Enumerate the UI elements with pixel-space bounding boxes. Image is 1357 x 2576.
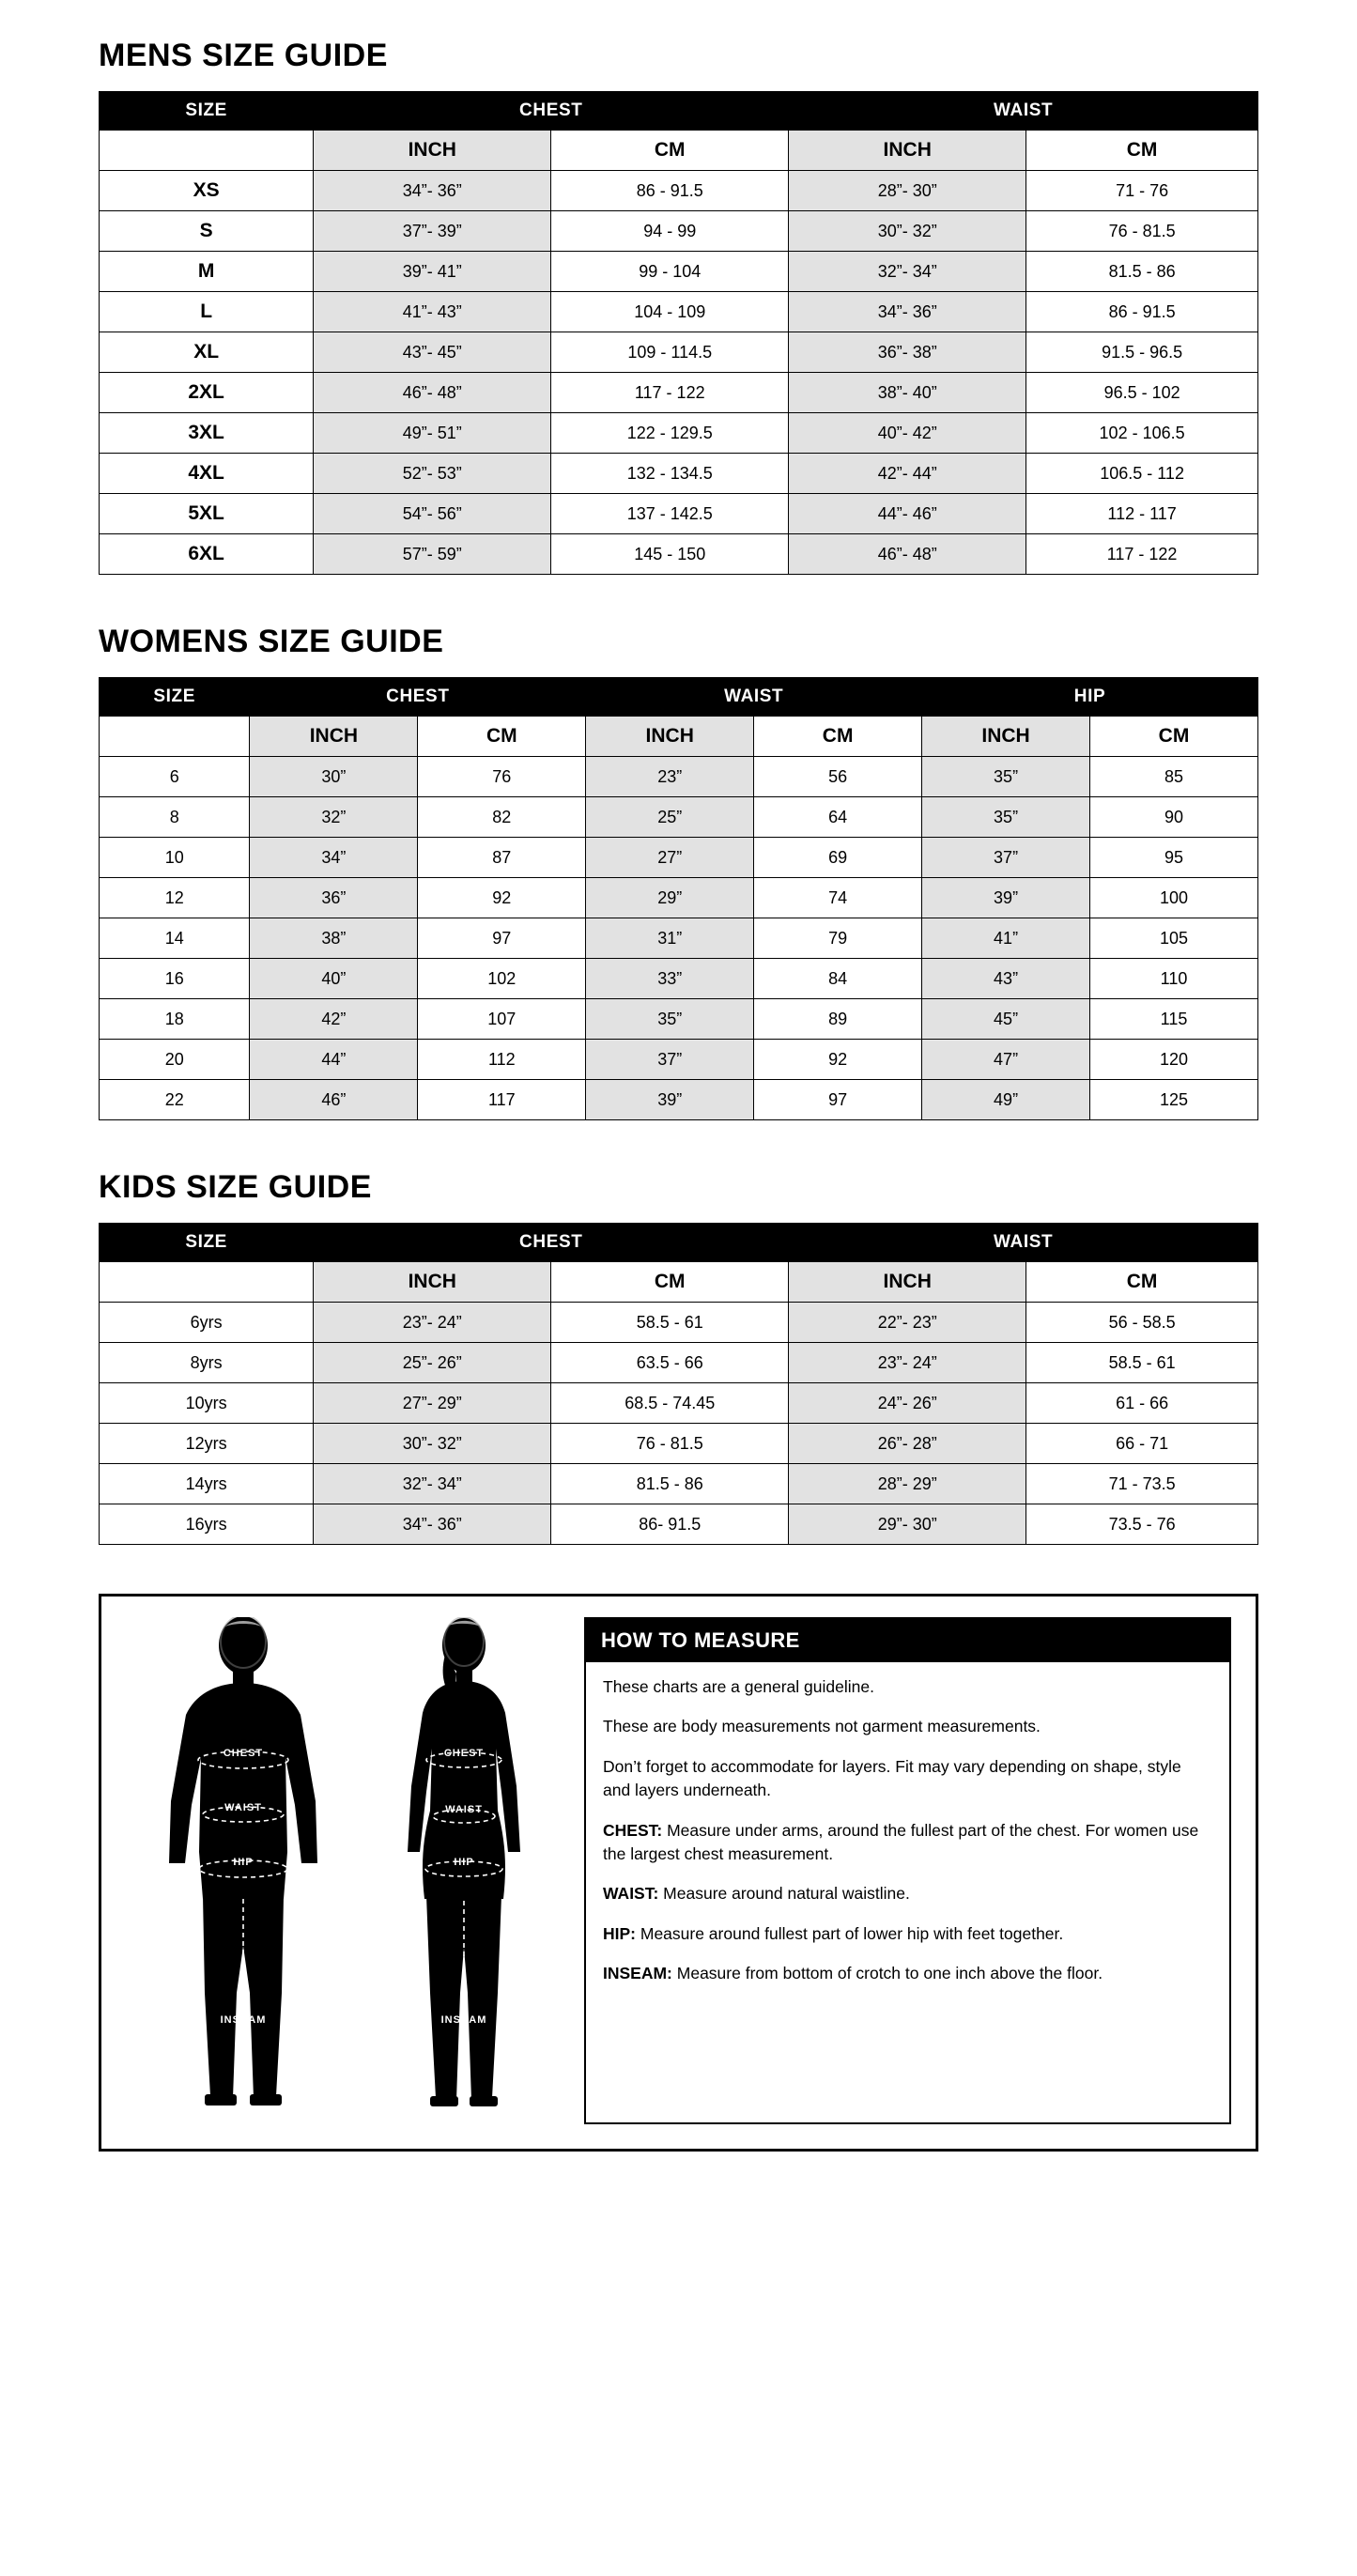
measure-label-inseam: INSEAM:	[603, 1964, 672, 1982]
cell-chest-inch: 46”- 48”	[314, 373, 551, 413]
cell-waist-cm: 92	[754, 1040, 922, 1080]
cell-chest-inch: 30”- 32”	[314, 1424, 551, 1464]
figure-label-inseam: INSEAM	[440, 2014, 486, 2026]
cell-chest-cm: 112	[418, 1040, 586, 1080]
group-header-size: SIZE	[100, 1224, 314, 1262]
cell-chest-inch: 37”- 39”	[314, 211, 551, 252]
cell-waist-inch: 36”- 38”	[789, 332, 1026, 373]
figure-label-hip: HIP	[232, 1857, 254, 1868]
sub-header-blank	[100, 1262, 314, 1303]
cell-waist-inch: 42”- 44”	[789, 454, 1026, 494]
cell-size: 18	[100, 999, 250, 1040]
page-title-womens: WOMENS SIZE GUIDE	[99, 624, 444, 659]
figure-label-waist: WAIST	[224, 1802, 262, 1813]
group-header-waist: WAIST	[586, 678, 922, 717]
cell-chest-inch: 43”- 45”	[314, 332, 551, 373]
measure-text: These charts are a general guideline.	[603, 1677, 874, 1696]
cell-waist-cm: 69	[754, 838, 922, 878]
table-row	[100, 999, 1258, 1040]
cell-waist-inch: 32”- 34”	[789, 252, 1026, 292]
cell-chest-inch: 39”- 41”	[314, 252, 551, 292]
table-row	[100, 211, 1258, 252]
cell-hip-inch: 45”	[922, 999, 1090, 1040]
cell-waist-inch: 44”- 46”	[789, 494, 1026, 534]
table-row	[100, 413, 1258, 454]
table-row	[100, 332, 1258, 373]
measure-text: These are body measurements not garment measurements.	[603, 1717, 1041, 1736]
cell-hip-cm: 115	[1090, 999, 1258, 1040]
cell-size: XS	[100, 171, 314, 211]
cell-waist-cm: 73.5 - 76	[1026, 1504, 1258, 1545]
cell-waist-inch: 24”- 26”	[789, 1383, 1026, 1424]
measure-paragraph	[603, 1715, 1212, 1738]
sub-header-chest-inch: INCH	[314, 131, 551, 171]
sub-header-hip-inch: INCH	[922, 717, 1090, 757]
cell-hip-inch: 39”	[922, 878, 1090, 918]
sub-header-waist-inch: INCH	[586, 717, 754, 757]
cell-size: M	[100, 252, 314, 292]
cell-waist-inch: 37”	[586, 1040, 754, 1080]
cell-size: L	[100, 292, 314, 332]
sub-header-blank	[100, 717, 250, 757]
cell-chest-inch: 32”	[250, 797, 418, 838]
womens-size-guide-section	[99, 624, 1258, 1120]
measure-text: Measure around fullest part of lower hip with feet together.	[636, 1923, 1064, 1943]
cell-chest-cm: 97	[418, 918, 586, 959]
cell-size: 2XL	[100, 373, 314, 413]
cell-chest-inch: 41”- 43”	[314, 292, 551, 332]
figure-label-chest: CHEST	[443, 1748, 484, 1759]
measure-paragraph-waist	[603, 1882, 1212, 1905]
table-row	[100, 1464, 1258, 1504]
cell-hip-inch: 49”	[922, 1080, 1090, 1120]
cell-waist-inch: 25”	[586, 797, 754, 838]
cell-size: 6yrs	[100, 1303, 314, 1343]
body-figures	[126, 1617, 567, 2124]
cell-chest-cm: 132 - 134.5	[551, 454, 789, 494]
cell-chest-inch: 30”	[250, 757, 418, 797]
table-sub-header-row	[100, 1262, 1258, 1303]
cell-waist-inch: 34”- 36”	[789, 292, 1026, 332]
cell-waist-inch: 22”- 23”	[789, 1303, 1026, 1343]
cell-chest-inch: 34”	[250, 838, 418, 878]
female-body-figure	[378, 1617, 551, 2124]
cell-chest-cm: 68.5 - 74.45	[551, 1383, 789, 1424]
mens-size-guide-section	[99, 38, 1258, 575]
cell-waist-cm: 89	[754, 999, 922, 1040]
cell-waist-inch: 29”	[586, 878, 754, 918]
kids-size-guide-section	[99, 1169, 1258, 1545]
table-row	[100, 534, 1258, 575]
cell-size: 3XL	[100, 413, 314, 454]
cell-waist-inch: 30”- 32”	[789, 211, 1026, 252]
cell-chest-cm: 58.5 - 61	[551, 1303, 789, 1343]
cell-waist-cm: 81.5 - 86	[1026, 252, 1258, 292]
cell-waist-cm: 97	[754, 1080, 922, 1120]
kids-size-table	[99, 1223, 1258, 1545]
cell-chest-cm: 117	[418, 1080, 586, 1120]
cell-waist-cm: 117 - 122	[1026, 534, 1258, 575]
measure-paragraph	[603, 1675, 1212, 1699]
cell-waist-inch: 40”- 42”	[789, 413, 1026, 454]
table-row	[100, 373, 1258, 413]
cell-waist-cm: 64	[754, 797, 922, 838]
sub-header-chest-inch: INCH	[250, 717, 418, 757]
measure-text: Measure around natural waistline.	[658, 1884, 910, 1904]
cell-chest-inch: 32”- 34”	[314, 1464, 551, 1504]
cell-hip-inch: 47”	[922, 1040, 1090, 1080]
cell-chest-cm: 104 - 109	[551, 292, 789, 332]
sub-header-hip-cm: CM	[1090, 717, 1258, 757]
group-header-chest: CHEST	[250, 678, 586, 717]
table-row	[100, 757, 1258, 797]
sub-header-waist-cm: CM	[1026, 1262, 1258, 1303]
table-row	[100, 918, 1258, 959]
table-row	[100, 1424, 1258, 1464]
figure-label-hip: HIP	[453, 1857, 474, 1868]
cell-chest-cm: 87	[418, 838, 586, 878]
sub-header-chest-cm: CM	[551, 1262, 789, 1303]
cell-chest-cm: 82	[418, 797, 586, 838]
table-row	[100, 494, 1258, 534]
table-row	[100, 1040, 1258, 1080]
cell-size: 16	[100, 959, 250, 999]
cell-chest-cm: 94 - 99	[551, 211, 789, 252]
cell-waist-cm: 61 - 66	[1026, 1383, 1258, 1424]
cell-size: 6	[100, 757, 250, 797]
table-row	[100, 1343, 1258, 1383]
cell-size: 20	[100, 1040, 250, 1080]
cell-chest-inch: 38”	[250, 918, 418, 959]
sub-header-chest-cm: CM	[551, 131, 789, 171]
cell-hip-inch: 41”	[922, 918, 1090, 959]
cell-waist-cm: 96.5 - 102	[1026, 373, 1258, 413]
table-row	[100, 797, 1258, 838]
cell-size: XL	[100, 332, 314, 373]
measure-label-chest: CHEST:	[603, 1820, 663, 1840]
sub-header-waist-cm: CM	[1026, 131, 1258, 171]
cell-hip-inch: 35”	[922, 757, 1090, 797]
cell-hip-cm: 95	[1090, 838, 1258, 878]
cell-size: 5XL	[100, 494, 314, 534]
table-row	[100, 292, 1258, 332]
cell-hip-cm: 120	[1090, 1040, 1258, 1080]
group-header-size: SIZE	[100, 678, 250, 717]
table-row	[100, 1383, 1258, 1424]
cell-chest-inch: 52”- 53”	[314, 454, 551, 494]
table-row	[100, 878, 1258, 918]
measure-text: Measure from bottom of crotch to one inch above the floor.	[671, 1964, 1103, 1982]
cell-chest-cm: 109 - 114.5	[551, 332, 789, 373]
cell-waist-cm: 91.5 - 96.5	[1026, 332, 1258, 373]
cell-waist-inch: 23”	[586, 757, 754, 797]
how-to-measure-card	[584, 1617, 1231, 2124]
cell-hip-cm: 100	[1090, 878, 1258, 918]
cell-chest-inch: 34”- 36”	[314, 1504, 551, 1545]
cell-chest-inch: 40”	[250, 959, 418, 999]
cell-size: 6XL	[100, 534, 314, 575]
table-group-header-row	[100, 1224, 1258, 1262]
cell-size: 8	[100, 797, 250, 838]
cell-hip-inch: 43”	[922, 959, 1090, 999]
cell-waist-cm: 106.5 - 112	[1026, 454, 1258, 494]
cell-waist-inch: 28”- 30”	[789, 171, 1026, 211]
cell-chest-inch: 46”	[250, 1080, 418, 1120]
table-group-header-row	[100, 92, 1258, 131]
cell-chest-inch: 54”- 56”	[314, 494, 551, 534]
cell-waist-inch: 28”- 29”	[789, 1464, 1026, 1504]
table-row	[100, 1303, 1258, 1343]
group-header-chest: CHEST	[314, 92, 789, 131]
measure-paragraph-inseam	[603, 1962, 1212, 1985]
cell-waist-inch: 33”	[586, 959, 754, 999]
cell-chest-inch: 25”- 26”	[314, 1343, 551, 1383]
cell-hip-cm: 110	[1090, 959, 1258, 999]
cell-waist-cm: 102 - 106.5	[1026, 413, 1258, 454]
cell-waist-cm: 66 - 71	[1026, 1424, 1258, 1464]
cell-size: 10	[100, 838, 250, 878]
measure-label-hip: HIP:	[603, 1923, 636, 1943]
cell-chest-inch: 23”- 24”	[314, 1303, 551, 1343]
measure-paragraph-hip	[603, 1922, 1212, 1946]
cell-waist-cm: 56	[754, 757, 922, 797]
cell-chest-inch: 34”- 36”	[314, 171, 551, 211]
cell-chest-cm: 145 - 150	[551, 534, 789, 575]
group-header-waist: WAIST	[789, 92, 1258, 131]
cell-chest-cm: 137 - 142.5	[551, 494, 789, 534]
cell-chest-inch: 36”	[250, 878, 418, 918]
cell-chest-cm: 107	[418, 999, 586, 1040]
cell-chest-inch: 27”- 29”	[314, 1383, 551, 1424]
cell-waist-inch: 39”	[586, 1080, 754, 1120]
cell-waist-inch: 29”- 30”	[789, 1504, 1026, 1545]
page-title-mens: MENS SIZE GUIDE	[99, 38, 388, 73]
cell-chest-inch: 42”	[250, 999, 418, 1040]
cell-waist-inch: 38”- 40”	[789, 373, 1026, 413]
cell-size: 4XL	[100, 454, 314, 494]
sub-header-waist-inch: INCH	[789, 1262, 1026, 1303]
measure-label-waist: WAIST:	[603, 1884, 659, 1904]
cell-waist-cm: 86 - 91.5	[1026, 292, 1258, 332]
cell-waist-cm: 56 - 58.5	[1026, 1303, 1258, 1343]
cell-size: 12yrs	[100, 1424, 314, 1464]
sub-header-waist-cm: CM	[754, 717, 922, 757]
cell-chest-cm: 76 - 81.5	[551, 1424, 789, 1464]
group-header-hip: HIP	[922, 678, 1258, 717]
group-header-chest: CHEST	[314, 1224, 789, 1262]
group-header-size: SIZE	[100, 92, 314, 131]
measure-text: Don’t forget to accommodate for layers. Fit may vary depending on shape, style and layers underneath.	[603, 1756, 1181, 1800]
table-group-header-row	[100, 678, 1258, 717]
table-sub-header-row	[100, 131, 1258, 171]
sub-header-blank	[100, 131, 314, 171]
cell-waist-cm: 74	[754, 878, 922, 918]
page-title-kids: KIDS SIZE GUIDE	[99, 1169, 372, 1205]
table-row	[100, 1504, 1258, 1545]
cell-hip-cm: 105	[1090, 918, 1258, 959]
cell-chest-cm: 76	[418, 757, 586, 797]
cell-chest-cm: 122 - 129.5	[551, 413, 789, 454]
cell-size: 14	[100, 918, 250, 959]
cell-waist-inch: 35”	[586, 999, 754, 1040]
womens-size-table	[99, 677, 1258, 1120]
table-sub-header-row	[100, 717, 1258, 757]
how-to-measure-panel	[99, 1594, 1258, 2152]
cell-hip-cm: 125	[1090, 1080, 1258, 1120]
cell-chest-cm: 92	[418, 878, 586, 918]
cell-chest-cm: 86- 91.5	[551, 1504, 789, 1545]
cell-waist-cm: 76 - 81.5	[1026, 211, 1258, 252]
figure-label-waist: WAIST	[444, 1804, 483, 1815]
sub-header-chest-inch: INCH	[314, 1262, 551, 1303]
sub-header-waist-inch: INCH	[789, 131, 1026, 171]
cell-size: 8yrs	[100, 1343, 314, 1383]
cell-hip-cm: 85	[1090, 757, 1258, 797]
cell-chest-cm: 99 - 104	[551, 252, 789, 292]
cell-hip-cm: 90	[1090, 797, 1258, 838]
group-header-waist: WAIST	[789, 1224, 1258, 1262]
cell-chest-inch: 57”- 59”	[314, 534, 551, 575]
table-row	[100, 959, 1258, 999]
measure-paragraph-chest	[603, 1819, 1212, 1867]
cell-waist-inch: 27”	[586, 838, 754, 878]
cell-hip-inch: 35”	[922, 797, 1090, 838]
measure-text: Measure under arms, around the fullest part of the chest. For women use the largest chest measurement.	[603, 1820, 1199, 1863]
cell-chest-cm: 81.5 - 86	[551, 1464, 789, 1504]
cell-size: 16yrs	[100, 1504, 314, 1545]
sub-header-chest-cm: CM	[418, 717, 586, 757]
cell-waist-cm: 58.5 - 61	[1026, 1343, 1258, 1383]
table-row	[100, 1080, 1258, 1120]
cell-waist-inch: 46”- 48”	[789, 534, 1026, 575]
table-row	[100, 838, 1258, 878]
cell-waist-cm: 71 - 76	[1026, 171, 1258, 211]
cell-waist-cm: 84	[754, 959, 922, 999]
cell-size: 14yrs	[100, 1464, 314, 1504]
cell-chest-cm: 102	[418, 959, 586, 999]
how-to-measure-title: HOW TO MEASURE	[586, 1619, 1229, 1662]
cell-waist-inch: 26”- 28”	[789, 1424, 1026, 1464]
measure-paragraph	[603, 1755, 1212, 1803]
table-row	[100, 252, 1258, 292]
cell-chest-cm: 63.5 - 66	[551, 1343, 789, 1383]
cell-waist-cm: 79	[754, 918, 922, 959]
cell-waist-cm: 71 - 73.5	[1026, 1464, 1258, 1504]
male-body-figure	[143, 1617, 345, 2124]
cell-waist-inch: 23”- 24”	[789, 1343, 1026, 1383]
cell-size: S	[100, 211, 314, 252]
figure-label-inseam: INSEAM	[220, 2014, 266, 2026]
cell-chest-cm: 117 - 122	[551, 373, 789, 413]
how-to-measure-body	[586, 1662, 1229, 2002]
figure-label-chest: CHEST	[223, 1748, 263, 1759]
cell-waist-inch: 31”	[586, 918, 754, 959]
cell-chest-inch: 49”- 51”	[314, 413, 551, 454]
cell-size: 12	[100, 878, 250, 918]
table-row	[100, 171, 1258, 211]
table-row	[100, 454, 1258, 494]
mens-size-table	[99, 91, 1258, 575]
cell-waist-cm: 112 - 117	[1026, 494, 1258, 534]
cell-size: 10yrs	[100, 1383, 314, 1424]
cell-hip-inch: 37”	[922, 838, 1090, 878]
cell-size: 22	[100, 1080, 250, 1120]
cell-chest-cm: 86 - 91.5	[551, 171, 789, 211]
cell-chest-inch: 44”	[250, 1040, 418, 1080]
